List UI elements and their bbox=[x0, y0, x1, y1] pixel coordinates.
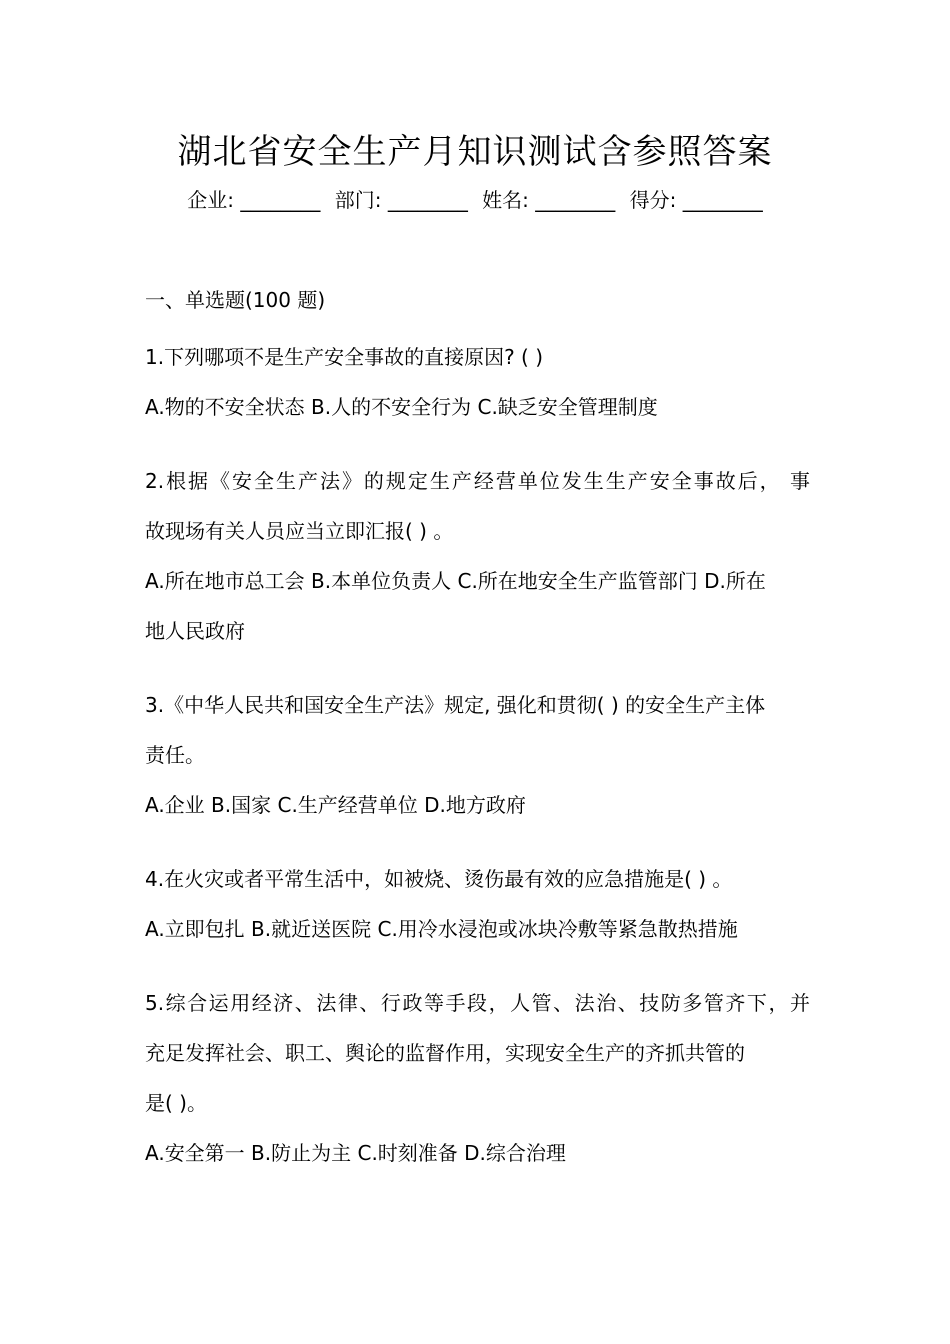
question-text-line: 4.在火灾或者平常生活中，如被烧、烫伤最有效的应急措施是( ) 。 bbox=[145, 867, 733, 891]
question-3-options bbox=[145, 780, 810, 830]
question-text-line: 1.下列哪项不是生产安全事故的直接原因? ( ) bbox=[145, 345, 544, 369]
question-4 bbox=[145, 854, 810, 904]
options-line: A.安全第一 B.防止为主 C.时刻准备 D.综合治理 bbox=[145, 1141, 566, 1165]
name-blank[interactable]: ________ bbox=[535, 188, 616, 212]
question-text-line: 责任。 bbox=[145, 743, 205, 767]
options-line: A.物的不安全状态 B.人的不安全行为 C.缺乏安全管理制度 bbox=[145, 395, 658, 419]
score-blank[interactable]: ________ bbox=[682, 188, 763, 212]
enterprise-blank[interactable]: ________ bbox=[240, 188, 321, 212]
options-line: A.立即包扎 B.就近送医院 C.用冷水浸泡或冰块冷敷等紧急散热措施 bbox=[145, 917, 738, 941]
name-field bbox=[482, 188, 621, 212]
question-text-line: 3.《中华人民共和国安全生产法》规定, 强化和贯彻( ) 的安全生产主体 bbox=[145, 693, 766, 717]
enterprise-label: 企业: bbox=[187, 188, 234, 212]
department-label: 部门: bbox=[334, 188, 382, 212]
question-text-line: 故现场有关人员应当立即汇报( ) 。 bbox=[145, 519, 454, 543]
question-text-line: 5.综合运用经济、法律、行政等手段，人管、法治、技防多管齐下，并 bbox=[145, 991, 810, 1015]
score-label: 得分: bbox=[629, 188, 677, 212]
question-2 bbox=[145, 456, 810, 556]
question-3 bbox=[145, 680, 810, 780]
document-title: 湖北省安全生产月知识测试含参照答案 bbox=[177, 132, 773, 172]
enterprise-field bbox=[187, 188, 326, 212]
question-4-options bbox=[145, 904, 810, 954]
question-2-options bbox=[145, 556, 810, 656]
question-1-options bbox=[145, 382, 810, 432]
question-text-line: 是( )。 bbox=[145, 1091, 207, 1115]
question-text-line: 充足发挥社会、职工、舆论的监督作用，实现安全生产的齐抓共管的 bbox=[145, 1041, 745, 1065]
info-line bbox=[0, 184, 950, 216]
question-text-line: 2.根据《安全生产法》的规定生产经营单位发生生产安全事故后， 事 bbox=[145, 469, 810, 493]
document-content bbox=[145, 280, 810, 1202]
score-field bbox=[630, 188, 763, 212]
question-1 bbox=[145, 332, 810, 382]
question-5 bbox=[145, 978, 810, 1128]
section-heading: 一、单选题(100 题) bbox=[145, 288, 326, 312]
options-line: A.企业 B.国家 C.生产经营单位 D.地方政府 bbox=[145, 793, 526, 817]
options-line: 地人民政府 bbox=[145, 619, 245, 643]
options-line: A.所在地市总工会 B.本单位负责人 C.所在地安全生产监管部门 D.所在 bbox=[145, 569, 766, 593]
department-field bbox=[335, 188, 474, 212]
name-label: 姓名: bbox=[482, 188, 529, 212]
question-5-options bbox=[145, 1128, 810, 1178]
department-blank[interactable]: ________ bbox=[387, 188, 468, 212]
